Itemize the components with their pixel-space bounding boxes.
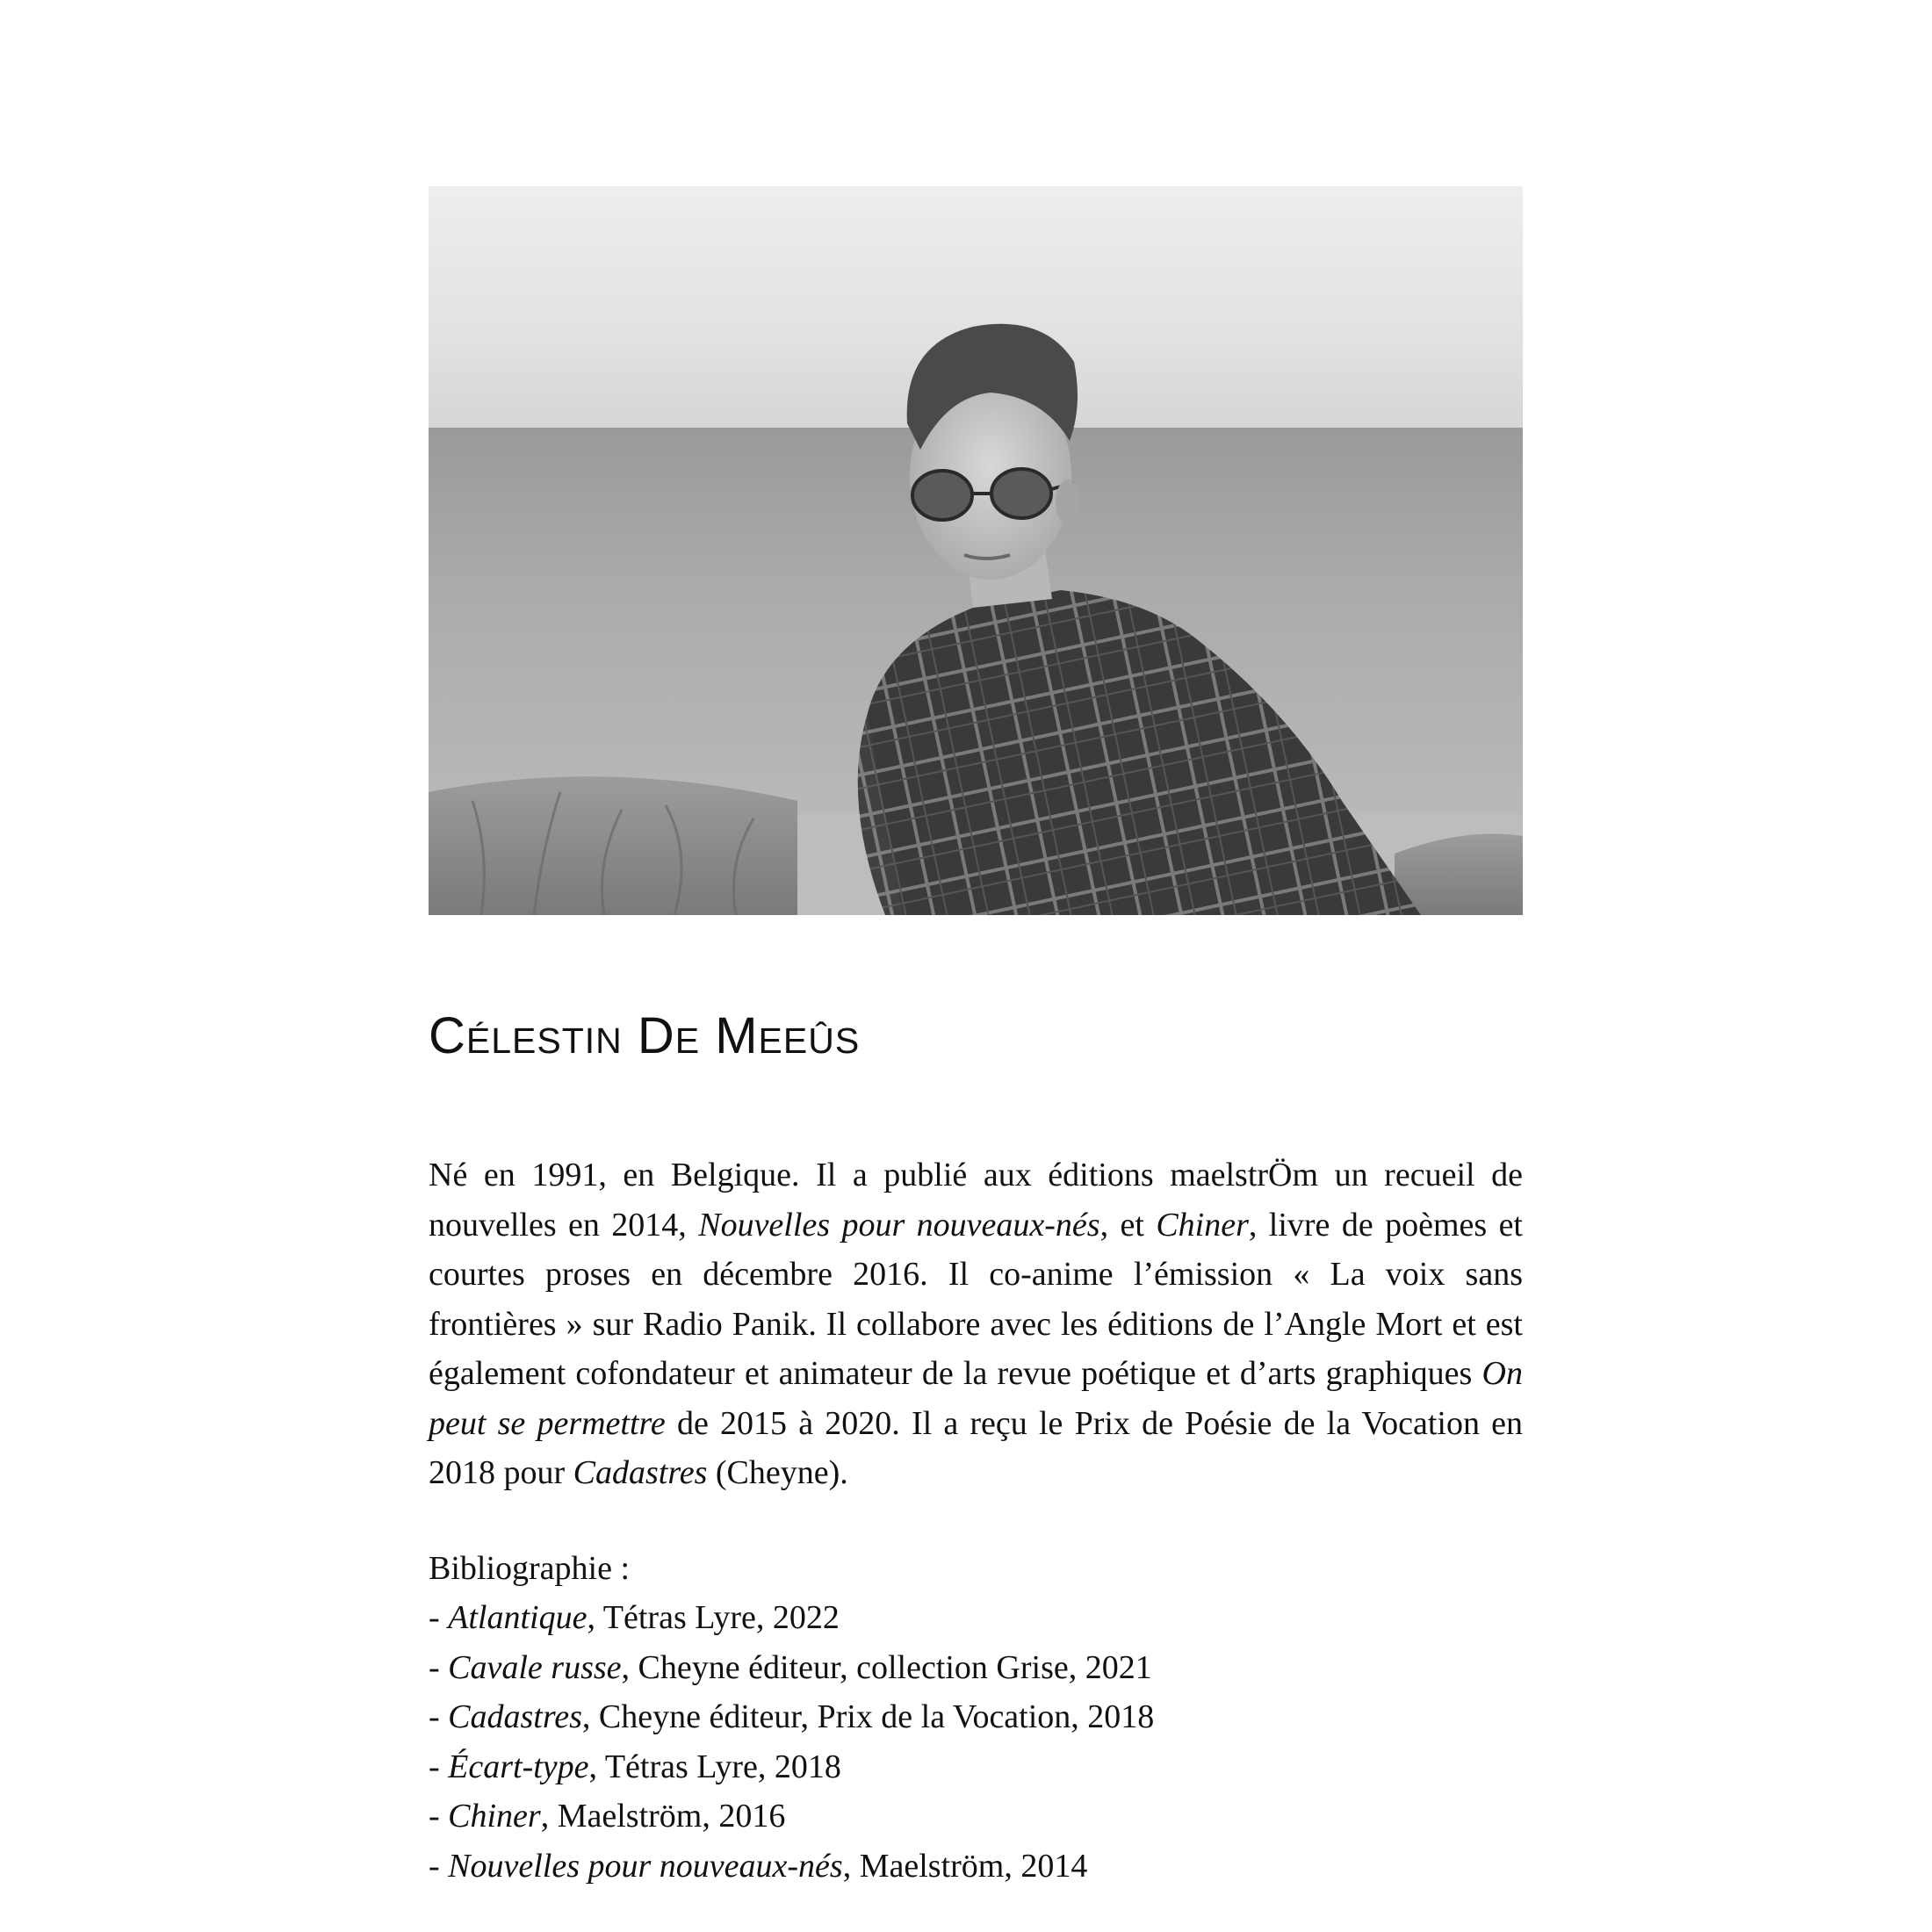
bibliography-list (429, 1593, 1154, 1891)
bio-book-title: Nouvelles pour nouveaux-nés (698, 1206, 1100, 1244)
item-prefix: - (429, 1748, 449, 1785)
item-details: , Tétras Lyre, 2018 (588, 1748, 841, 1785)
bibliography-item (429, 1742, 1154, 1792)
bibliography-item (429, 1692, 1154, 1742)
item-title: Écart-type (448, 1748, 589, 1785)
bibliography-item (429, 1643, 1154, 1693)
bio-text: (Cheyne). (707, 1454, 848, 1491)
bio-text: , et (1099, 1206, 1157, 1244)
bio-text: Né en 1991, en Belgique. Il a publié aux éditions maelstrÖm un recueil de nouvelles en 2014, (429, 1157, 1523, 1244)
item-title: Cadastres (448, 1698, 582, 1735)
bibliography-item (429, 1791, 1154, 1842)
author-name: Célestin De Meeûs (429, 1007, 861, 1064)
bio-text: , livre de poèmes et courtes proses en décembre 2016. Il co-anime l’émission « La voix sans frontières » sur Radio Panik. Il collabore avec les éditions de l’Angle Mort et est également cofondateur et animateur de la revue poétique et d’arts graphiques (429, 1206, 1523, 1392)
item-prefix: - (429, 1698, 449, 1735)
bibliography-item (429, 1842, 1154, 1892)
author-portrait-photo (429, 186, 1523, 915)
item-title: Cavale russe (448, 1648, 622, 1686)
bio-text: de 2015 à 2020. Il a reçu le Prix de Poésie de la Vocation en 2018 pour (429, 1404, 1523, 1491)
item-prefix: - (429, 1847, 449, 1885)
bibliography-heading: Bibliographie : (429, 1550, 631, 1587)
item-prefix: - (429, 1798, 449, 1835)
item-prefix: - (429, 1648, 449, 1686)
bibliography-item (429, 1593, 1154, 1643)
item-title: Atlantique (448, 1599, 588, 1636)
item-details: , Maelström, 2016 (540, 1798, 786, 1835)
item-prefix: - (429, 1599, 449, 1636)
bio-journal-title: On peut se permettre (429, 1355, 1523, 1442)
item-details: , Cheyne éditeur, collection Grise, 2021 (621, 1648, 1152, 1686)
portrait-image (429, 186, 1523, 915)
item-title: Nouvelles pour nouveaux-nés (448, 1847, 843, 1885)
bio-book-title: Chiner (1156, 1206, 1249, 1244)
author-bio (429, 1150, 1523, 1498)
item-details: , Cheyne éditeur, Prix de la Vocation, 2018 (581, 1698, 1155, 1735)
bio-book-title: Cadastres (573, 1454, 708, 1491)
item-details: , Maelström, 2014 (842, 1847, 1088, 1885)
item-title: Chiner (448, 1798, 541, 1835)
item-details: , Tétras Lyre, 2022 (587, 1599, 840, 1636)
